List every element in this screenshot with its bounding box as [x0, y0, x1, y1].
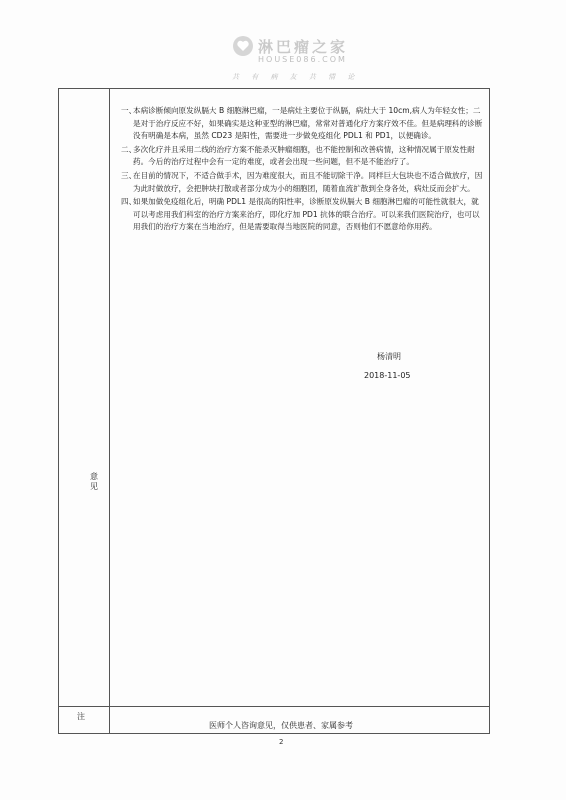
- opinion-item: [121, 196, 483, 234]
- opinion-number: 四、: [121, 197, 137, 207]
- opinion-number: 三、: [121, 170, 137, 180]
- watermark-title: 淋巴瘤之家: [258, 38, 349, 56]
- opinion-number: 二、: [121, 144, 137, 154]
- doctor-signature: 杨清明: [377, 352, 401, 361]
- watermark-site: HOUSE086.COM: [258, 55, 347, 64]
- opinion-text: 如果加做免疫组化后，明确 PDL1 是很高的阳性率，诊断原发纵膈大 B 细胞淋巴瘤的可能性就很大，就可以考虑用我们科室的治疗方案来治疗，即化疗加 PD1 抗体的联合治疗。可以来我们医院治疗，也可以用我们的治疗方案在当地治疗，但是需要取得当地医院的同意，否则他们不愿意给你用药。: [133, 197, 480, 232]
- opinion-text: 本病诊断倾向原发纵膈大 B 细胞淋巴瘤，一是病灶主要位于纵膈，病灶大于 10cm,病人为年轻女性；二是对于治疗反应不好，如果确实是这种亚型的淋巴瘤，常常对普通化疗方案疗效不佳。但是病理科的诊断没有明确是本病，虽然 CD23 是阳性，需要进一步做免疫组化 PDL1 和 PD1，以便确诊。: [133, 106, 483, 141]
- opinion-row-label: 意见: [90, 472, 98, 491]
- note-row-label: 注: [77, 712, 85, 721]
- opinion-item: [121, 105, 483, 143]
- page-number: 2: [279, 738, 284, 746]
- opinion-text: 在目前的情况下，不适合做手术，因为难度很大，而且不能切除干净。同样巨大包块也不适合做放疗，因为此时做放疗，会把肿块打散或者部分成为小的细胞团，随着血流扩散到全身各处，病灶反而会扩大。: [133, 170, 483, 193]
- row-divider: [59, 706, 489, 707]
- column-divider: [109, 89, 110, 733]
- disclaimer-note: 医师个人咨询意见，仅供患者、家属参考: [209, 721, 353, 730]
- opinion-form-table: [58, 88, 490, 734]
- opinion-number: 一、: [121, 106, 137, 115]
- opinion-item: [121, 144, 483, 169]
- signature-date: 2018-11-05: [364, 371, 411, 380]
- watermark-slogan: 共 有 病 友 共 情 论: [232, 73, 360, 81]
- opinion-text: 多次化疗并且采用二线的治疗方案不能杀灭肿瘤细胞，也不能控制和改善病情，这种情况属于原发性耐药。今后的治疗过程中会有一定的难度，或者会出现一些问题，但不是不能治疗了。: [133, 144, 475, 167]
- opinion-item: [121, 170, 483, 195]
- opinion-list: [121, 105, 483, 235]
- heart-logo-icon: [232, 35, 254, 57]
- watermark: [222, 30, 362, 88]
